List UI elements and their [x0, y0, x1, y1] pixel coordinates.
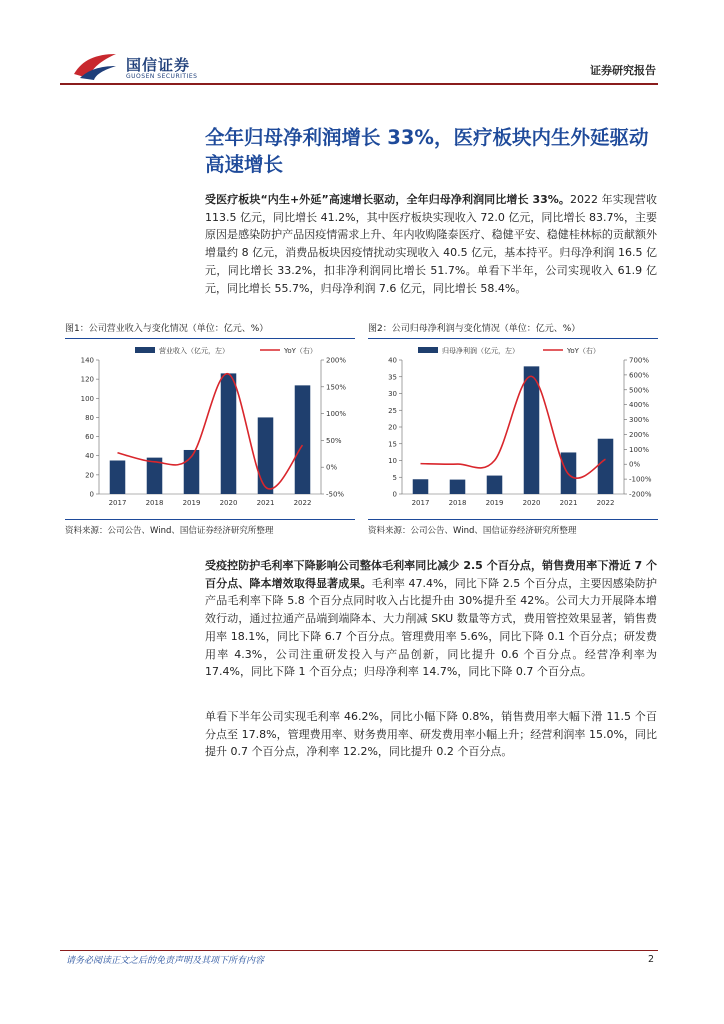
bar-2021 — [258, 417, 274, 494]
paragraph-margin — [205, 557, 657, 681]
x-tick-label: 2019 — [485, 499, 504, 507]
revenue-chart — [65, 342, 355, 517]
figure-caption: 图2：公司归母净利润与变化情况（单位：亿元、%） — [368, 324, 581, 334]
x-tick-label: 2022 — [293, 499, 312, 507]
figure-top-rule — [368, 338, 658, 339]
x-tick-label: 2022 — [596, 499, 615, 507]
y-tick-label-right: 400% — [629, 401, 650, 410]
y-tick-label-left: 20 — [85, 471, 94, 480]
x-tick-label: 2021 — [256, 499, 275, 507]
y-tick-label-left: 40 — [85, 452, 94, 461]
y-tick-label-left: 25 — [388, 406, 397, 415]
y-tick-label-left: 100 — [80, 394, 94, 403]
y-tick-label-left: 15 — [388, 440, 397, 449]
x-tick-label: 2018 — [145, 499, 164, 507]
guosen-logo-icon — [70, 48, 120, 82]
bar-2020 — [221, 373, 237, 494]
legend-label: YoY（右） — [284, 347, 317, 355]
y-tick-label-right: 500% — [629, 386, 650, 395]
x-tick-label: 2021 — [559, 499, 578, 507]
figure-caption: 图1：公司营业收入与变化情况（单位：亿元、%） — [65, 324, 269, 334]
paragraph-lead: 受医疗板块“内生+外延”高速增长驱动，全年归母净利润同比增长 33%。 — [205, 193, 571, 206]
x-tick-label: 2017 — [411, 499, 430, 507]
figure-source: 资料来源：公司公告、Wind、国信证券经济研究所整理 — [368, 526, 577, 536]
y-tick-label-right: 100% — [629, 445, 650, 454]
bar-2017 — [110, 461, 126, 495]
y-tick-label-right: 600% — [629, 371, 650, 380]
bar-2020 — [524, 366, 540, 494]
bar-2019 — [487, 476, 503, 494]
yoy-line — [118, 374, 303, 489]
section-title: 全年归母净利润增长 33%，医疗板块内生外延驱动高速增长 — [205, 126, 649, 176]
guosen-logo — [70, 48, 240, 84]
report-type-label: 证券研究报告 — [590, 64, 656, 77]
chart-svg — [65, 342, 355, 517]
figure-bottom-rule — [368, 519, 658, 520]
legend-bar-swatch — [418, 347, 438, 353]
disclaimer-link[interactable]: 请务必阅读正文之后的免责声明及其项下所有内容 — [66, 956, 265, 966]
paragraph-revenue — [205, 191, 657, 297]
bar-2017 — [413, 479, 429, 494]
y-tick-label-left: 140 — [80, 356, 94, 365]
y-tick-label-right: 300% — [629, 416, 650, 425]
header-divider — [60, 83, 658, 85]
chart-svg — [368, 342, 658, 517]
legend-label: 营业收入（亿元，左） — [159, 347, 229, 355]
y-tick-label-left: 30 — [388, 390, 397, 398]
yoy-line — [421, 376, 606, 478]
y-tick-label-right: -200% — [629, 490, 652, 499]
y-tick-label-left: 60 — [85, 433, 94, 442]
legend-label: YoY（右） — [567, 347, 600, 355]
y-tick-label-right: 150% — [326, 383, 347, 392]
y-tick-label-right: 50% — [326, 436, 342, 445]
y-tick-label-left: 10 — [388, 457, 397, 465]
y-tick-label-left: 20 — [388, 423, 397, 432]
x-tick-label: 2018 — [448, 499, 467, 507]
page-number: 2 — [647, 954, 654, 965]
figure-top-rule — [65, 338, 355, 339]
y-tick-label-left: 0 — [392, 490, 397, 499]
y-tick-label-right: 0% — [629, 460, 641, 469]
x-tick-label: 2020 — [522, 499, 541, 507]
logo-text-en: GUOSEN SECURITIES — [126, 73, 198, 80]
bar-2022 — [598, 439, 614, 494]
figure-source: 资料来源：公司公告、Wind、国信证券经济研究所整理 — [65, 526, 274, 536]
paragraph-body: 2022 年实现营收 113.5 亿元，同比增长 41.2%，其中医疗板块实现收入 72.0 亿元，同比增长 83.7%，主要原因是感染防护产品因疫情需求上升、年内收购隆泰医疗、稳健平安、稳健桂林标的贡献额外增量约 8 亿元，消费品板块因疫情扰动实现收入 40.5 亿元，基本持平。归母净利润 16.5 亿元，同比增长 33.2%，扣非净利润同比增长 51.7%。单看下半年，公司实现收入 61.9 亿元，同比增长 55.7%，归母净利润 7.6 亿元，同比增长 58.4%。 — [205, 193, 657, 295]
paragraph-lead: 受疫控防护毛利率下降影响公司整体毛利率同比减少 2.5 个百分点，销售费用率下滑近 7 个百分点、降本增效取得显著成果。 — [205, 559, 657, 590]
y-tick-label-right: -50% — [326, 490, 345, 499]
bar-2018 — [450, 480, 466, 494]
figure-bottom-rule — [65, 519, 355, 520]
x-tick-label: 2019 — [182, 499, 201, 507]
y-tick-label-left: 120 — [80, 375, 94, 384]
bar-2022 — [295, 385, 311, 494]
y-tick-label-right: 100% — [326, 410, 347, 419]
x-tick-label: 2017 — [108, 499, 127, 507]
y-tick-label-right: 200% — [326, 356, 347, 365]
y-tick-label-right: 200% — [629, 430, 650, 439]
legend-bar-swatch — [135, 347, 155, 353]
x-tick-label: 2020 — [219, 499, 238, 507]
y-tick-label-left: 5 — [392, 473, 397, 482]
y-tick-label-right: 700% — [629, 356, 650, 365]
y-tick-label-left: 35 — [388, 373, 397, 382]
y-tick-label-right: 0% — [326, 463, 338, 472]
y-tick-label-left: 40 — [388, 356, 397, 365]
y-tick-label-right: -100% — [629, 475, 652, 484]
net-profit-chart — [368, 342, 658, 517]
paragraph-h2: 单看下半年公司实现毛利率 46.2%，同比小幅下降 0.8%，销售费用率大幅下滑 11.5 个百分点至 17.8%，管理费用率、财务费用率、研发费用率小幅上升；经营利润率 15.0%，同比提升 0.7 个百分点，净利率 12.2%，同比提升 0.2 个百分点。 — [205, 710, 657, 759]
legend-label: 归母净利润（亿元，左） — [442, 347, 519, 355]
y-tick-label-left: 0 — [89, 490, 94, 499]
footer-divider — [60, 950, 658, 951]
logo-text-cn: 国信证券 — [126, 56, 191, 74]
paragraph-body: 毛利率 47.4%，同比下降 2.5 个百分点，主要因感染防护产品毛利率下降 5.8 个百分点同时收入占比提升由 30%提升至 42%。公司大力开展降本增效行动，通过拉通产品端到端降本、大力削减 SKU 数量等方式，费用管控效果显著，销售费用率 18.1%，同比下降 6.7 个百分点。管理费用率 5.6%，同比下降 0.1 个百分点；研发费用率 4.3%，公司注重研发投入与产品创新，同比提升 0.6 个百分点。经营净利率为 17.4%，同比下降 1 个百分点；归母净利率 14.7%，同比下降 0.7 个百分点。 — [205, 576, 657, 679]
page-header — [60, 44, 658, 84]
y-tick-label-left: 80 — [85, 413, 94, 422]
